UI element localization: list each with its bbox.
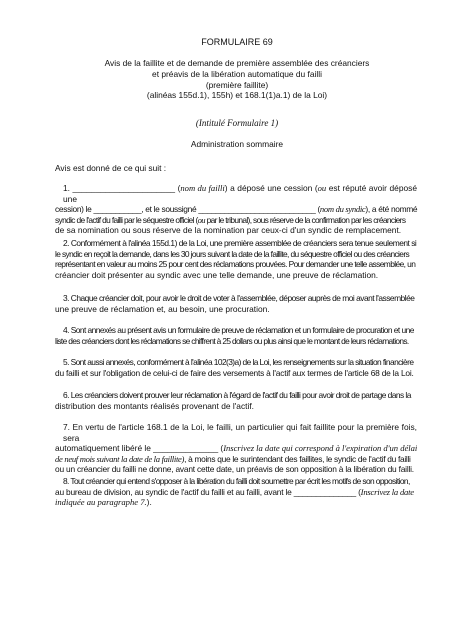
paragraph-line xyxy=(55,443,417,454)
admin-title: Administration sommaire xyxy=(190,139,284,149)
paragraph-line: 3. Chaque créancier doit, pour avoir le droit de voter à l'assemblée, déposer auprès de moi avant l'assemblée xyxy=(63,293,415,303)
p7-italic: Inscrivez la date qui correspond à l'expiration d'un délai xyxy=(223,443,418,454)
p1-text: 1. ______________________ ( xyxy=(63,183,181,193)
paragraph-line: 7. En vertu de l'article 168.1 de la Loi, le failli, un particulier qui fait faillite pour la première fois, sera xyxy=(63,422,417,443)
heading-line: et préavis de la libération automatique du failli xyxy=(152,68,322,79)
p8-text: ). xyxy=(146,497,152,508)
paragraph-3 xyxy=(55,293,417,314)
paragraph-line: 2. Conformément à l'alinéa 155d.1) de la Loi, une première assemblée de créanciers sera tenue seulement si xyxy=(63,238,417,248)
p1-text: par le tribunal), sous réserve de la confirmation par les créanciers xyxy=(204,214,406,225)
paragraph-line: 8. Tout créancier qui entend s'opposer à la libération du failli doit soumettre par écrit les motifs de son opposition, xyxy=(63,476,410,486)
intro-text: Avis est donné de ce qui suit : xyxy=(55,163,167,173)
p7-italic: de neuf mois suivant la date de la faillite) xyxy=(55,453,185,464)
p1-italic: ou xyxy=(317,183,327,193)
form-heading xyxy=(0,58,474,101)
paragraph-line: 5. Sont aussi annexés, conformément à l'alinéa 102(3)a) de la Loi, les renseignements sur la situation financière xyxy=(63,357,414,367)
paragraph-7 xyxy=(55,422,417,475)
paragraph-line: de sa nomination ou sous réserve de la nomination par ceux-ci d'un syndic de remplacement. xyxy=(55,225,402,236)
p1-text: syndic de l'actif du failli par le séquestre officiel ( xyxy=(55,214,198,225)
paragraph-line: distribution des montants réalisés provenant de l'actif. xyxy=(55,400,254,411)
p1-italic: nom du syndic xyxy=(319,204,366,215)
paragraph-2 xyxy=(55,238,417,280)
paragraph-6 xyxy=(55,390,417,411)
paragraph-line xyxy=(55,454,417,465)
heading-line: Avis de la faillite et de demande de première assemblée des créanciers xyxy=(104,58,370,68)
p1-text: ), a été nommé xyxy=(365,204,418,215)
p8-italic: Inscrivez la date xyxy=(360,486,414,497)
paragraph-line: 4. Sont annexés au présent avis un formulaire de preuve de réclamation et un formulaire de procuration et une xyxy=(63,325,414,335)
paragraph-line: liste des créanciers dont les réclamations se chiffrent à 25 dollars ou plus ainsi que le montant de leurs réclamations. xyxy=(55,335,409,346)
paragraph-line: représentant en valeur au moins 25 pour cent des réclamations prouvées. Pour demander une telle assemblée, un xyxy=(55,259,416,270)
intitule-text: (Intitulé Formulaire 1) xyxy=(195,118,279,128)
paragraph-line: une preuve de réclamation et, au besoin, une procuration. xyxy=(55,303,270,314)
p1-italic: ou xyxy=(197,214,205,225)
paragraph-line xyxy=(55,183,417,204)
paragraph-line xyxy=(55,204,417,215)
p7-text: automatiquement libéré le ______________ ( xyxy=(55,443,224,454)
p1-text: est réputé avoir déposé une xyxy=(63,183,417,204)
paragraph-line: créancier doit présenter au syndic avec une telle demande, une preuve de réclamation. xyxy=(55,269,379,280)
heading-line: (alinéas 155d.1), 155h) et 168.1(1)a.1) de la Loi) xyxy=(146,90,328,101)
p1-text: cession) le ___________, et le soussigné ___________________________ ( xyxy=(55,204,320,215)
p8-text: au bureau de division, au syndic de l'actif du failli et au failli, avant le ______________ ( xyxy=(55,486,361,497)
paragraph-line xyxy=(55,215,417,226)
paragraph-line: ou un créancier du failli ne donne, avant cette date, un préavis de son opposition à la libération du failli. xyxy=(55,464,414,475)
paragraph-line xyxy=(55,487,417,498)
paragraph-line: le syndic en reçoit la demande, dans les 30 jours suivant la date de la faillite, du séquestre officiel ou des créanciers xyxy=(55,248,410,259)
form-title: FORMULAIRE 69 xyxy=(201,37,273,47)
p7-text: , à moins que le surintendant des faillites, le syndic de l'actif du failli xyxy=(184,453,411,464)
p8-italic: indiquée au paragraphe 7. xyxy=(55,497,147,508)
paragraph-1 xyxy=(55,183,417,236)
paragraph-4 xyxy=(55,325,417,346)
paragraph-5 xyxy=(55,357,417,378)
p1-italic: nom du failli xyxy=(180,183,225,193)
paragraph-line: 6. Les créanciers doivent prouver leur réclamation à l'égard de l'actif du failli pour avoir droit de partage dans la xyxy=(63,390,411,400)
p1-text: ) a déposé une cession ( xyxy=(224,183,318,193)
intitule-line xyxy=(0,118,474,129)
paragraph-line: du failli et sur l'obligation de celui-ci de faire des versements à l'actif aux termes de l'article 68 de la Loi. xyxy=(55,367,414,378)
paragraph-8 xyxy=(55,476,417,508)
paragraph-line xyxy=(55,497,417,508)
heading-line: (première faillite) xyxy=(205,79,269,90)
